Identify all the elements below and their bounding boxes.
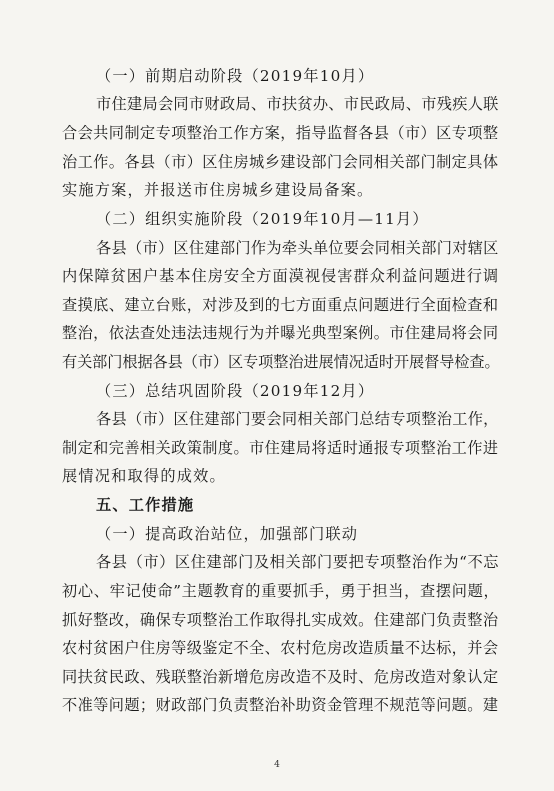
paragraph-line: 有关部门根据各县（市）区专项整治进展情况适时开展督导检查。 — [62, 353, 500, 371]
paragraph-line: 同扶贫民政、残联整治新增危房改造不及时、危房改造对象认定 — [62, 668, 499, 686]
paragraph-line: 查摸底、建立台账，对涉及到的七方面重点问题进行全面检查和 — [62, 296, 499, 314]
subheading-measure-1: （一）提高政治站位，加强部门联动 — [96, 525, 359, 543]
paragraph-line: 展情况和取得的成效。 — [62, 467, 226, 485]
paragraph-line: 整治，依法查处违法违规行为并曝光典型案例。市住建局将会同 — [62, 324, 499, 342]
paragraph-line: 治工作。各县（市）区住房城乡建设部门会同相关部门制定具体 — [62, 153, 499, 171]
paragraph-line: 各县（市）区住建部门要会同相关部门总结专项整治工作， — [96, 410, 499, 428]
paragraph-line: 各县（市）区住建部门及相关部门要把专项整治作为“不忘 — [96, 553, 500, 571]
paragraph-line: 实施方案，并报送市住房城乡建设局备案。 — [62, 181, 374, 199]
page-number: 4 — [274, 760, 280, 770]
paragraph-line: 制定和完善相关政策制度。市住建局将适时通报专项整治工作进 — [62, 439, 499, 457]
paragraph-line: 农村贫困户住房等级鉴定不全、农村危房改造质量不达标，并会 — [62, 639, 499, 657]
paragraph-line: 市住建局会同市财政局、市扶贫办、市民政局、市残疾人联 — [96, 95, 499, 113]
paragraph-line: 初心、牢记使命”主题教育的重要抓手，勇于担当，查摆问题， — [62, 582, 500, 600]
paragraph-line: 不准等问题；财政部门负责整治补助资金管理不规范等问题。建 — [62, 696, 499, 714]
section-heading: 五、工作措施 — [96, 496, 195, 514]
paragraph-line: 抓好整改，确保专项整治工作取得扎实成效。住建部门负责整治 — [62, 611, 499, 629]
paragraph-line: 各县（市）区住建部门作为牵头单位要会同相关部门对辖区 — [96, 239, 499, 257]
subheading-phase-3: （三）总结巩固阶段（2019年12月） — [96, 382, 375, 400]
paragraph-line: 合会共同制定专项整治工作方案，指导监督各县（市）区专项整 — [62, 124, 499, 142]
subheading-phase-2: （二）组织实施阶段（2019年10月—11月） — [96, 210, 429, 228]
paragraph-line: 内保障贫困户基本住房安全方面漠视侵害群众利益问题进行调 — [62, 267, 500, 285]
subheading-phase-1: （一）前期启动阶段（2019年10月） — [96, 67, 375, 85]
